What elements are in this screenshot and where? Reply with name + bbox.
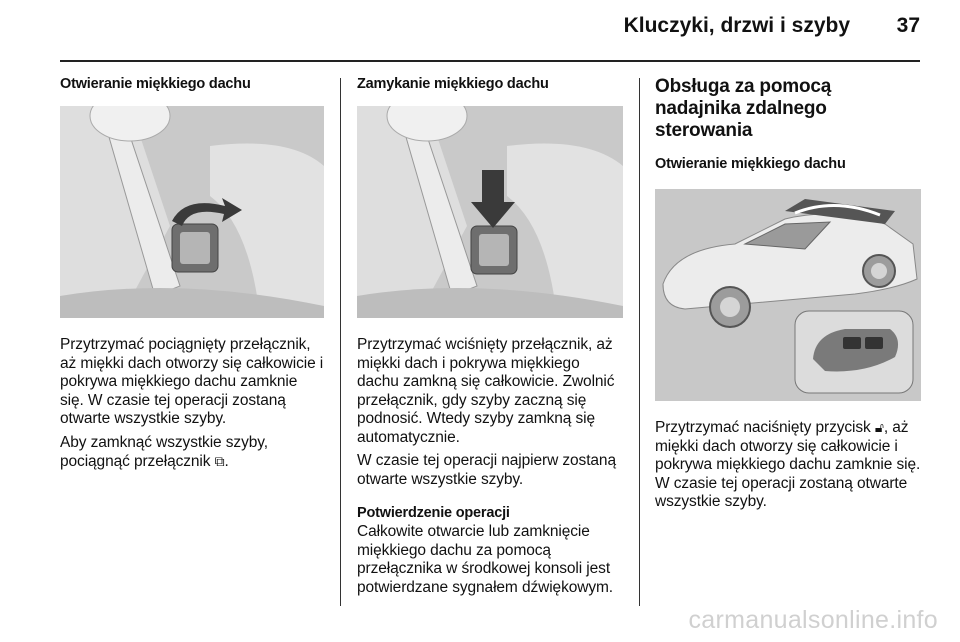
subheading: Otwieranie miękkiego dachu: [655, 156, 846, 172]
column-divider: [639, 78, 640, 606]
paragraph: [655, 418, 921, 512]
subheading: Potwierdzenie operacji: [357, 505, 510, 521]
paragraph: Przytrzymać wciśnięty przełącznik, aż miękki dach i pokrywa miękkiego dachu zamkną się całkowicie. Zwolnić przełącznik, gdy szyby zaczną się podnosić. Wtedy szyby zamkną się automatycznie.: [357, 336, 615, 446]
paragraph-end: .: [224, 453, 229, 470]
unlock-padlock-icon: 🔓︎: [874, 419, 884, 435]
column-remote-control: [655, 76, 921, 512]
paragraph: [60, 434, 324, 472]
paragraph: Całkowite otwarcie lub zamknięcie miękkiego dachu za pomocą przełącznika w środkowej konsoli jest potwierdzane sygnałem dźwiękowym.: [357, 523, 614, 596]
paragraph-text: Aby zamknąć wszystkie szyby, pociągnąć przełącznik: [60, 433, 268, 470]
console-switch-pull-illustration: [60, 106, 324, 318]
paragraph: Przytrzymać pociągnięty przełącznik, aż miękki dach otworzy się całkowicie i pokrywa miękkiego dachu zamknie się. W czasie tej operacji zostaną otwarte wszystkie szyby.: [60, 336, 324, 427]
paragraph-text: Przytrzymać naciśnięty przycisk: [655, 419, 871, 436]
section-heading: Otwieranie miękkiego dachu: [60, 76, 251, 92]
console-switch-press-illustration: [357, 106, 623, 318]
column-divider: [340, 78, 341, 606]
page-header: [60, 0, 920, 62]
paragraph: W czasie tej operacji najpierw zostaną otwarte wszystkie szyby.: [357, 452, 616, 488]
watermark: carmanualsonline.info: [688, 606, 938, 634]
page-title: Kluczyki, drzwi i szyby: [623, 14, 850, 37]
car-and-remote-key-illustration: [655, 189, 921, 401]
column-open-roof: [60, 76, 324, 472]
column-close-roof: [357, 76, 623, 597]
paragraph-text: , aż miękki dach otworzy się całkowicie i pokrywa miękkiego dachu zamknie się. W czasie tej operacji zostaną otwarte wszystkie szyby.: [655, 419, 921, 510]
roof-switch-icon: ⧉: [214, 453, 225, 469]
section-heading: Zamykanie miękkiego dachu: [357, 76, 549, 92]
page-number: 37: [896, 14, 920, 37]
section-heading: Obsługa za pomocą nadajnika zdalnego sterowania: [655, 76, 832, 141]
